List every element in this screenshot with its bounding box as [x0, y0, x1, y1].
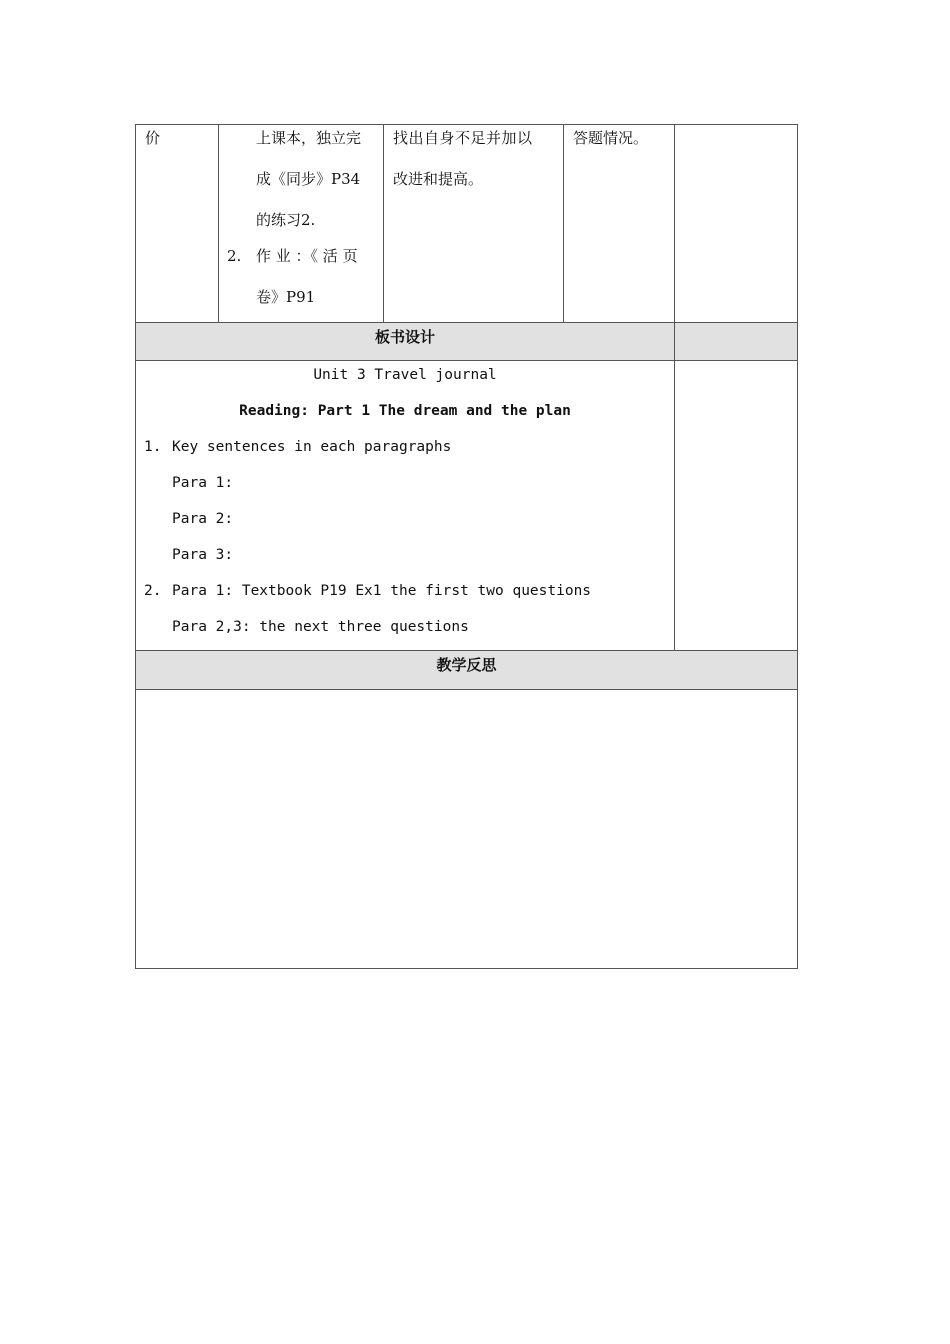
reflection-header: 教学反思 — [436, 656, 497, 674]
board-para2: Para 2: — [172, 511, 234, 527]
top-row-col2-line2: 成《同步》P34 — [256, 170, 361, 188]
row-divider-3 — [135, 650, 798, 651]
table-top-border — [135, 124, 798, 125]
board-para1: Para 1: — [172, 475, 234, 491]
table-bottom-border — [135, 968, 798, 969]
col-divider-2 — [383, 124, 384, 322]
top-row-col2-item-number: 2. — [227, 247, 242, 265]
table-left-border — [135, 124, 136, 969]
top-row-col2-line1: 上课本，独立完 — [256, 129, 362, 147]
col-divider-1 — [218, 124, 219, 322]
board-item2-text: Para 1: Textbook P19 Ex1 the first two questions — [172, 583, 592, 599]
board-design-side-header-bg — [675, 323, 797, 360]
board-design-header: 板书设计 — [374, 328, 435, 346]
table-right-border — [797, 124, 798, 969]
row-divider-2 — [135, 360, 798, 361]
top-row-col4: 答题情况。 — [573, 129, 649, 147]
top-row-col2-line3: 的练习2. — [256, 211, 316, 229]
board-item2-sub: Para 2,3: the next three questions — [172, 619, 469, 635]
col-divider-4 — [674, 124, 675, 651]
board-unit-title: Unit 3 Travel journal — [313, 367, 497, 383]
top-row-col3-line1: 找出自身不足并加以 — [393, 129, 533, 147]
row-divider-4 — [135, 689, 798, 690]
top-row-col2-item-line1: 作 业 ：《 活 页 — [256, 247, 358, 265]
board-item1-number: 1. — [144, 439, 162, 455]
top-row-col1: 价 — [145, 129, 161, 147]
top-row-col2-item-line2: 卷》P91 — [256, 288, 316, 306]
board-reading-title: Reading: Part 1 The dream and the plan — [239, 403, 571, 419]
board-para3: Para 3: — [172, 547, 234, 563]
board-item2-number: 2. — [144, 583, 162, 599]
board-item1-text: Key sentences in each paragraphs — [172, 439, 452, 455]
top-row-col3-line2: 改进和提高。 — [393, 170, 484, 188]
row-divider-1 — [135, 322, 798, 323]
col-divider-3 — [563, 124, 564, 322]
